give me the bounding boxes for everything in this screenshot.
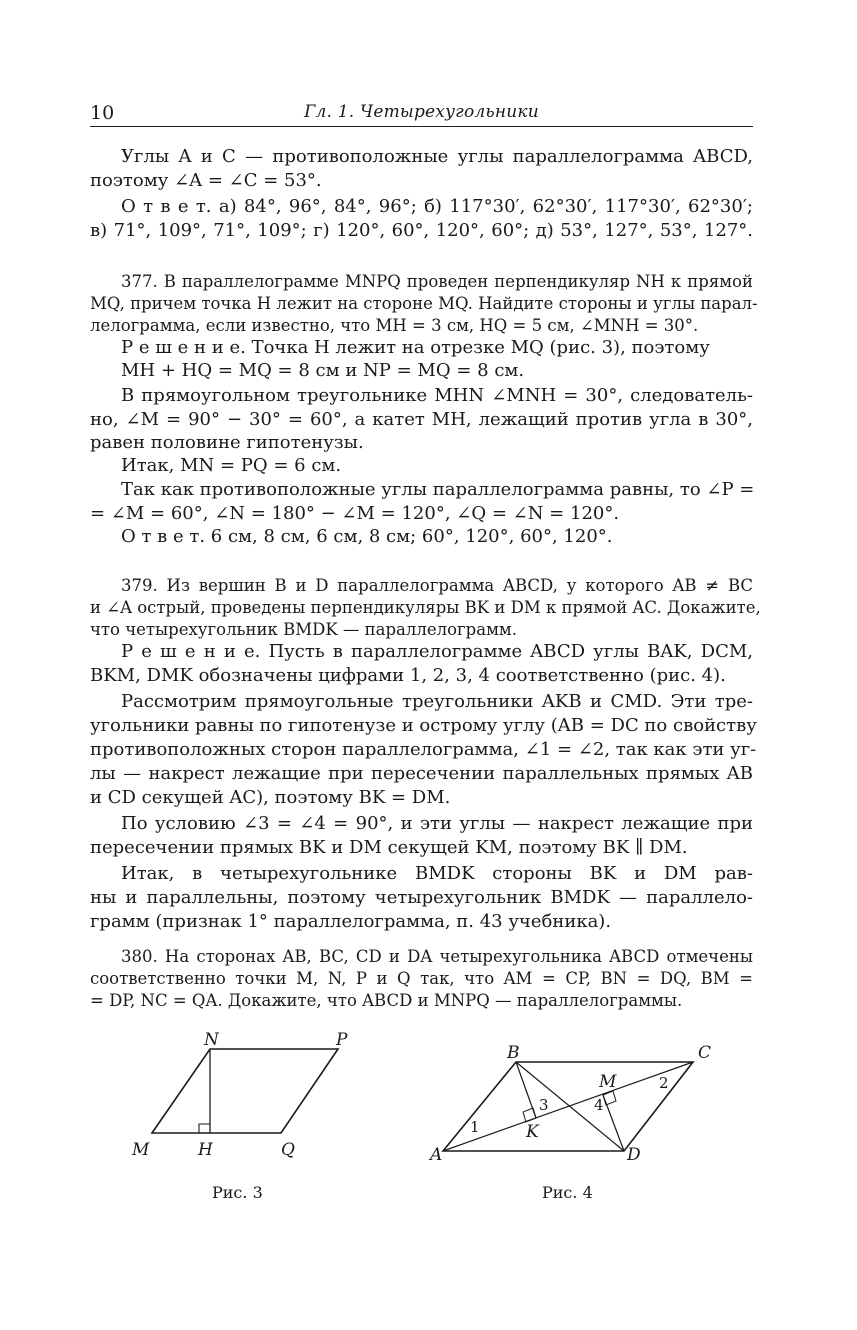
answer-line: в) 71°, 109°, 71°, 109°; г) 120°, 60°, 120°, 60°; д) 53°, 127°, 53°, 127°. (90, 220, 753, 241)
solution-line: Р е ш е н и е. Точка H лежит на отрезке MQ (рис. 3), поэтому (121, 337, 710, 358)
problem-statement-line: 380. На сторонах AB, BC, CD и DA четырехугольника ABCD отмечены (121, 947, 753, 966)
vertex-label-a: A (430, 1145, 443, 1165)
solution-line: BKM, DMK обозначены цифрами 1, 2, 3, 4 соответственно (рис. 4). (90, 665, 726, 686)
text-line: Углы A и C — противоположные углы параллелограмма ABCD, (121, 146, 753, 167)
problem-statement-line: MQ, причем точка H лежит на стороне MQ. Найдите стороны и углы парал- (90, 294, 758, 313)
solution-line: ны и параллельны, поэтому четырехугольник BMDK — параллело- (90, 887, 753, 908)
solution-line: угольники равны по гипотенузе и острому углу (AB = DC по свойству (90, 715, 757, 736)
vertex-label-d: D (627, 1145, 641, 1165)
problem-statement-line: что четырехугольник BMDK — параллелограмм. (90, 620, 517, 639)
vertex-label-p: P (336, 1030, 348, 1050)
figure-3-caption: Рис. 3 (212, 1183, 263, 1202)
page-number: 10 (90, 102, 115, 124)
vertex-label-n: N (204, 1030, 219, 1050)
point-label-m: M (599, 1072, 617, 1092)
vertex-label-h: H (198, 1140, 213, 1160)
vertex-label-m: M (132, 1140, 150, 1160)
angle-label-2: 2 (659, 1074, 669, 1092)
figure-4-caption: Рис. 4 (542, 1183, 593, 1202)
problem-statement-line: соответственно точки M, N, P и Q так, что AM = CP, BN = DQ, BM = (90, 969, 753, 988)
solution-line: Итак, в четырехугольнике BMDK стороны BK и DM рав- (121, 863, 753, 884)
solution-line: равен половине гипотенузы. (90, 432, 364, 453)
solution-line: противоположных сторон параллелограмма, ∠1 = ∠2, так как эти уг- (90, 739, 757, 760)
solution-line: Р е ш е н и е. Пусть в параллелограмме ABCD углы BAK, DCM, (121, 641, 753, 662)
solution-line: и CD секущей AC), поэтому BK = DM. (90, 787, 451, 808)
solution-line: грамм (признак 1° параллелограмма, п. 43 учебника). (90, 911, 612, 932)
answer-line: О т в е т. 6 см, 8 см, 6 см, 8 см; 60°, 120°, 60°, 120°. (121, 526, 613, 547)
solution-line: Рассмотрим прямоугольные треугольники AKB и CMD. Эти тре- (121, 691, 753, 712)
problem-statement-line: лелограмма, если известно, что MH = 3 см, HQ = 5 см, ∠MNH = 30°. (90, 316, 699, 335)
solution-line: Итак, MN = PQ = 6 см. (121, 455, 342, 476)
chapter-title: Гл. 1. Четырехугольники (304, 102, 539, 122)
point-label-k: K (526, 1122, 539, 1142)
vertex-label-c: C (698, 1043, 712, 1063)
vertex-label-q: Q (281, 1140, 295, 1160)
solution-line: пересечении прямых BK и DM секущей KM, поэтому BK ∥ DM. (90, 837, 688, 858)
problem-statement-line: = DP, NC = QA. Докажите, что ABCD и MNPQ — параллелограммы. (90, 991, 683, 1010)
problem-statement-line: 377. В параллелограмме MNPQ проведен перпендикуляр NH к прямой (121, 272, 753, 291)
solution-line: По условию ∠3 = ∠4 = 90°, и эти углы — накрест лежащие при (121, 813, 753, 834)
solution-line: MH + HQ = MQ = 8 см и NP = MQ = 8 см. (121, 360, 525, 381)
problem-statement-line: 379. Из вершин B и D параллелограмма ABCD, у которого AB ≠ BC (121, 576, 753, 595)
angle-label-1: 1 (470, 1118, 480, 1136)
solution-line: = ∠M = 60°, ∠N = 180° − ∠M = 120°, ∠Q = ∠N = 120°. (90, 503, 620, 524)
solution-line: Так как противоположные углы параллелограмма равны, то ∠P = (121, 479, 755, 500)
solution-line: В прямоугольном треугольнике MHN ∠MNH = 30°, следователь- (121, 385, 753, 406)
problem-statement-line: и ∠A острый, проведены перпендикуляры BK и DM к прямой AC. Докажите, (90, 598, 761, 617)
angle-label-4: 4 (594, 1096, 604, 1114)
answer-line: О т в е т. а) 84°, 96°, 84°, 96°; б) 117°30′, 62°30′, 117°30′, 62°30′; (121, 196, 753, 217)
solution-line: лы — накрест лежащие при пересечении параллельных прямых AB (90, 763, 753, 784)
vertex-label-b: B (507, 1043, 520, 1063)
angle-label-3: 3 (539, 1096, 549, 1114)
text-line: поэтому ∠A = ∠C = 53°. (90, 170, 322, 191)
solution-line: но, ∠M = 90° − 30° = 60°, а катет MH, лежащий против угла в 30°, (90, 409, 753, 430)
